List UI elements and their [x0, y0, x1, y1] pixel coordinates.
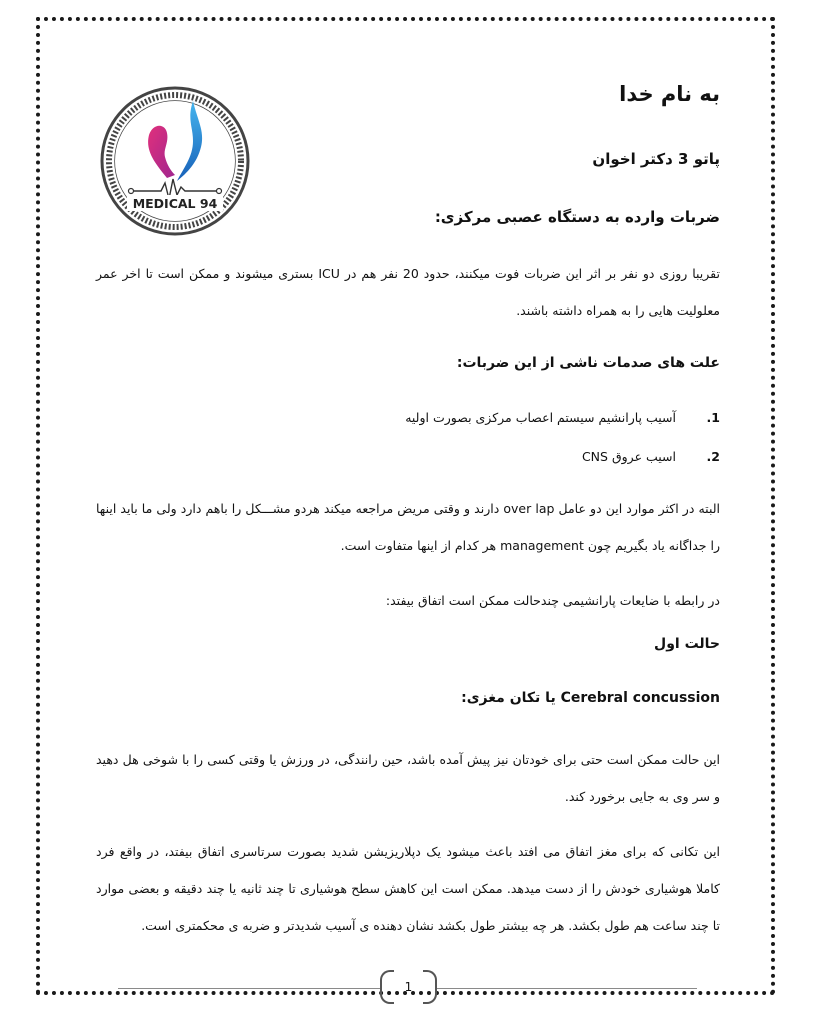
page-number [380, 970, 437, 1004]
list-item-text: اسیب عروق CNS [581, 449, 676, 464]
page-number-bracket-right [423, 970, 437, 1004]
page-number-value: 1 [404, 980, 413, 994]
document-title: به نام خدا [619, 82, 720, 106]
paragraph-2: البته در اکثر موارد این دو عامل over lap دارند و وقتی مریض مراجعه میکند هردو مشـــکل را باهم دارد ولی ما باید اینها را جداگانه یاد بگیریم چون management هر کدام از اینها متفاوت است. [96, 501, 721, 553]
list-item-text: آسیب پارانشیم سیستم اعصاب مرکزی بصورت اولیه [405, 410, 676, 425]
footer-rule-right [437, 988, 697, 989]
causes-list [96, 402, 720, 480]
page-number-bracket-left [380, 970, 394, 1004]
list-item [96, 402, 720, 441]
paragraph-1: تقریبا روزی دو نفر بر اثر این ضربات فوت میکنند، حدود 20 نفر هم در ICU بستری میشوند و ممکن است تا اخر عمر معلولیت هایی را به همراه داشته باشند. [96, 266, 720, 318]
list-item-number: 1. [706, 410, 720, 425]
section-heading: ضربات وارده به دستگاه عصبی مرکزی: [434, 208, 720, 226]
paragraph-5: این تکانی که برای مغز اتفاق می افتد باعث میشود یک دپلاریزیشن شدید بصورت سرتاسری اتفاق بیفتد، در واقع فرد کاملا هوشیاری خودش را از دست میدهد. ممکن است این کاهش سطح هوشیاری تا چند ثانیه یا چند دقیقه و بعضی موارد تا چند ساعت هم طول بکشد. هر چه بیشتر طول بکشد نشان دهنده ی آسیب شدیدتر و ضربه ی محکمتری است. [96, 844, 720, 933]
case-heading: حالت اول [654, 636, 720, 652]
paragraph-3: در رابطه با ضایعات پارانشیمی چندحالت ممکن است اتفاق بیفتد: [385, 593, 720, 608]
document-subtitle: پاتو 3 دکتر اخوان [592, 150, 720, 168]
list-item [96, 441, 720, 480]
paragraph-4: این حالت ممکن است حتی برای خودتان نیز پیش آمده باشد، حین رانندگی، در ورزش یا وقتی کسی را با شوخی هل دهید و سر وی به جایی برخورد کند. [96, 752, 720, 804]
logo-text: MEDICAL 94 [132, 196, 218, 211]
causes-heading: علت های صدمات ناشی از این ضربات: [456, 355, 720, 371]
list-item-number: 2. [706, 449, 720, 464]
footer-rule-left [118, 988, 380, 989]
concussion-heading: Cerebral concussion یا تکان مغزی: [461, 690, 720, 706]
